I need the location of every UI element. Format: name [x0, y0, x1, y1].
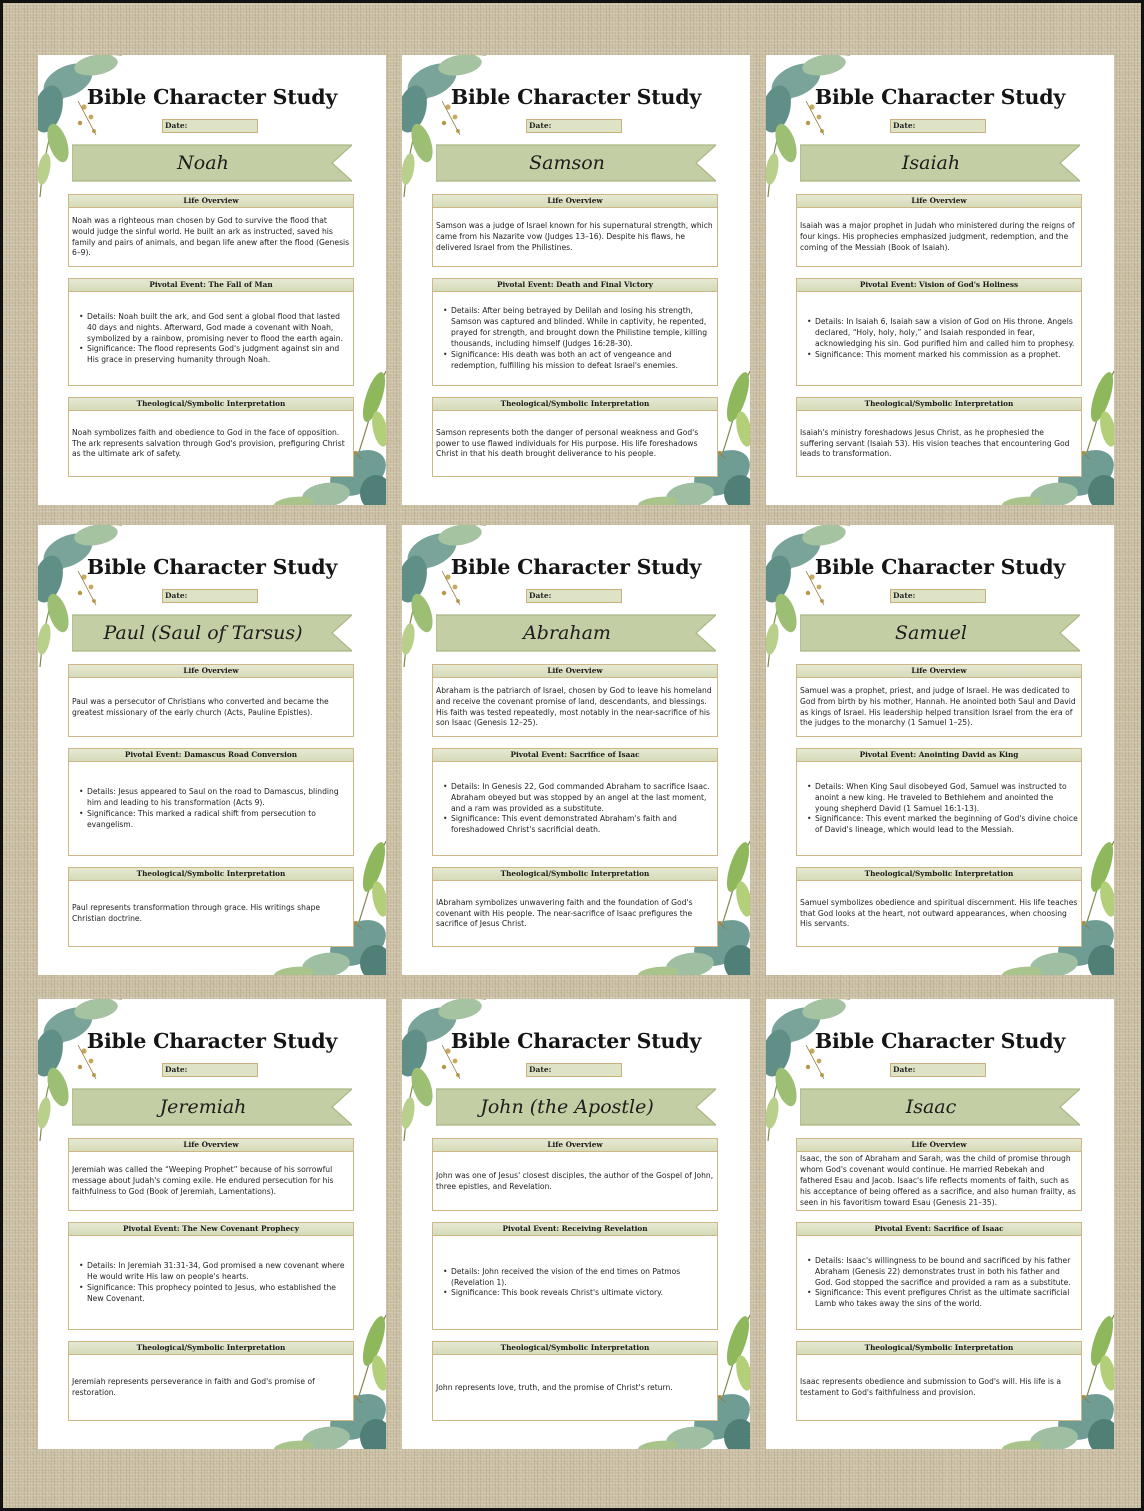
card-title: Bible Character Study: [450, 1029, 702, 1053]
pivotal-event-significance: • Significance: The flood represents God's judgment against sin and His grace in preserving humanity through Noah.: [79, 344, 350, 366]
interpretation-text: Paul represents transformation through grace. His writings shape Christian doctrine.: [72, 903, 321, 923]
pivotal-event-significance: • Significance: This event prefigures Christ as the ultimate sacrificial Lamb who takes away the sins of the world.: [807, 1288, 1078, 1310]
life-overview-text: Noah was a righteous man chosen by God to survive the flood that would judge the sinful world. He built an ark as instructed, saved his family and pairs of animals, and began life anew after the flood (Genesis 6–9).: [72, 215, 350, 258]
study-card: [766, 525, 1114, 975]
life-overview-text: Isaac, the son of Abraham and Sarah, was the child of promise through whom God's covenant would continue. He married Rebekah and fathered Esau and Jacob. Isaac's life reflects moments of faith, such as his acceptance of being offered as a sacrifice, and also human frailty, as seen in his favoritism toward Esau (Genesis 21–35).: [800, 1154, 1076, 1207]
interpretation-heading: Theological/Symbolic Interpretation: [797, 868, 1081, 881]
character-name: Samuel: [895, 622, 967, 644]
pivotal-event-details: • Details: Jesus appeared to Saul on the road to Damascus, blinding him and leading to his transformation (Acts 9).: [79, 787, 350, 809]
pivotal-event-significance: • Significance: This moment marked his commission as a prophet.: [807, 350, 1078, 361]
pivotal-event-details: • Details: After being betrayed by Delilah and losing his strength, Samson was captured and blinded. While in captivity, he repented, prayed for strength, and brought down the Philistine temple, killing thousands, including himself (Judges 16:28-30).: [443, 306, 714, 350]
pivotal-event-section: [432, 278, 718, 386]
pivotal-event-section: [68, 748, 354, 856]
life-overview-heading: Life Overview: [433, 1139, 717, 1152]
pivotal-event-section: [796, 748, 1082, 856]
interpretation-section: [68, 397, 354, 477]
life-overview-text: Jeremiah was called the “Weeping Prophet” because of his sorrowful message about Judah's coming exile. He endured persecution for his faithfulness to God (Book of Jeremiah, Lamentations).: [72, 1165, 334, 1196]
pivotal-event-significance: • Significance: This book reveals Christ's ultimate victory.: [443, 1288, 714, 1299]
card-title: Bible Character Study: [86, 555, 338, 579]
pivotal-event-heading: Pivotal Event: Receiving Revelation: [433, 1223, 717, 1236]
card-title: Bible Character Study: [814, 555, 1066, 579]
pivotal-event-details: • Details: Isaac's willingness to be bound and sacrificed by his father Abraham (Genesis 22) demonstrates trust in both his father and God. God stopped the sacrifice and provided a ram as a substitute.: [807, 1256, 1078, 1289]
life-overview-heading: Life Overview: [69, 665, 353, 678]
interpretation-heading: Theological/Symbolic Interpretation: [69, 1342, 353, 1355]
life-overview-section: [796, 1138, 1082, 1211]
card-title: Bible Character Study: [86, 1029, 338, 1053]
pivotal-event-heading: Pivotal Event: Damascus Road Conversion: [69, 749, 353, 762]
life-overview-text: Samson was a judge of Israel known for his supernatural strength, which came from his Nazarite vow (Judges 13–16). Despite his flaws, he delivered Israel from the Philistines.: [436, 221, 713, 252]
interpretation-text: Samuel symbolizes obedience and spiritual discernment. His life teaches that God looks at the heart, not outward appearances, when choosing His servants.: [800, 897, 1078, 929]
study-card: [766, 55, 1114, 505]
interpretation-heading: Theological/Symbolic Interpretation: [433, 868, 717, 881]
life-overview-section: [432, 194, 718, 267]
pivotal-event-section: [68, 1222, 354, 1330]
pivotal-event-details: • Details: Noah built the ark, and God sent a global flood that lasted 40 days and nights. Afterward, God made a covenant with Noah, symbolized by a rainbow, promising never to flood the earth again.: [79, 312, 350, 345]
study-card: [402, 525, 750, 975]
life-overview-heading: Life Overview: [797, 195, 1081, 208]
pivotal-event-details: • Details: In Genesis 22, God commanded Abraham to sacrifice Isaac. Abraham obeyed but was stopped by an angel at the last moment, and a ram was provided as a substitute.: [443, 782, 714, 815]
life-overview-section: [68, 194, 354, 267]
interpretation-section: [796, 397, 1082, 477]
interpretation-text: Samson represents both the danger of personal weakness and God's power to use flawed individuals for His purpose. His life foreshadows Christ in that his death brought deliverance to his people.: [436, 427, 699, 459]
study-card: [38, 525, 386, 975]
character-name: Paul (Saul of Tarsus): [103, 622, 303, 644]
life-overview-section: [432, 664, 718, 737]
date-field[interactable]: Date:: [526, 1063, 622, 1077]
interpretation-section: [432, 397, 718, 477]
interpretation-text: Jeremiah represents perseverance in faith and God's promise of restoration.: [72, 1377, 315, 1397]
life-overview-text: Isaiah was a major prophet in Judah who ministered during the reigns of four kings. His prophecies emphasized judgment, redemption, and the coming of the Messiah (Book of Isaiah).: [800, 221, 1075, 252]
pivotal-event-details: • Details: In Jeremiah 31:31-34, God promised a new covenant where He would write His law on people's hearts.: [79, 1261, 350, 1283]
pivotal-event-details: • Details: In Isaiah 6, Isaiah saw a vision of God on His throne. Angels declared, “Holy, holy, holy,” and Isaiah responded in fear, acknowledging his sin. God purified him and called him to prophesy.: [807, 317, 1078, 350]
interpretation-text: IAbraham symbolizes unwavering faith and the foundation of God's covenant with His people. The near-sacrifice of Isaac prefigures the sacrifice of Jesus Christ.: [436, 897, 693, 929]
interpretation-text: Isaiah's ministry foreshadows Jesus Christ, as he prophesied the suffering servant (Isaiah 53). His vision teaches that encountering God leads to transformation.: [800, 427, 1070, 459]
pivotal-event-heading: Pivotal Event: Sacrifice of Isaac: [797, 1223, 1081, 1236]
life-overview-section: [796, 194, 1082, 267]
interpretation-section: [432, 867, 718, 947]
date-field[interactable]: Date:: [890, 119, 986, 133]
pivotal-event-section: [432, 1222, 718, 1330]
pivotal-event-significance: • Significance: His death was both an act of vengeance and redemption, fulfilling his mission to defeat Israel's enemies.: [443, 350, 714, 372]
study-card: [402, 999, 750, 1449]
date-field[interactable]: Date:: [162, 119, 258, 133]
interpretation-heading: Theological/Symbolic Interpretation: [69, 868, 353, 881]
character-name: Jeremiah: [159, 1096, 247, 1118]
life-overview-heading: Life Overview: [797, 665, 1081, 678]
life-overview-heading: Life Overview: [797, 1139, 1081, 1152]
pivotal-event-heading: Pivotal Event: The New Covenant Prophecy: [69, 1223, 353, 1236]
pivotal-event-section: [432, 748, 718, 856]
pivotal-event-heading: Pivotal Event: Death and Final Victory: [433, 279, 717, 292]
pivotal-event-details: • Details: John received the vision of the end times on Patmos (Revelation 1).: [443, 1267, 714, 1289]
interpretation-heading: Theological/Symbolic Interpretation: [433, 1342, 717, 1355]
pivotal-event-section: [68, 278, 354, 386]
study-card: [402, 55, 750, 505]
life-overview-text: Samuel was a prophet, priest, and judge of Israel. He was dedicated to God from birth by his mother, Hannah. He anointed both Saul and David as kings of Israel. His leadership helped transition Israel from the era of the judges to the monarchy (1 Samuel 1–25).: [800, 685, 1076, 728]
interpretation-heading: Theological/Symbolic Interpretation: [69, 398, 353, 411]
life-overview-section: [796, 664, 1082, 737]
date-field[interactable]: Date:: [890, 1063, 986, 1077]
pivotal-event-significance: • Significance: This event marked the beginning of God's divine choice of David's lineage, which would lead to the Messiah.: [807, 814, 1078, 836]
interpretation-heading: Theological/Symbolic Interpretation: [797, 398, 1081, 411]
date-field[interactable]: Date:: [526, 589, 622, 603]
character-name: Isaiah: [901, 152, 961, 174]
interpretation-text: John represents love, truth, and the promise of Christ's return.: [436, 1382, 673, 1392]
card-title: Bible Character Study: [450, 85, 702, 109]
interpretation-text: Noah symbolizes faith and obedience to God in the face of opposition. The ark represents salvation through God's provision, prefiguring Christ as the ultimate ark of safety.: [72, 427, 345, 459]
character-name: Samson: [529, 152, 605, 174]
life-overview-text: Paul was a persecutor of Christians who converted and became the greatest missionary of the early church (Acts, Pauline Epistles).: [72, 696, 329, 717]
interpretation-text: Isaac represents obedience and submission to God's will. His life is a testament to God's faithfulness and provision.: [800, 1377, 1061, 1397]
date-field[interactable]: Date:: [526, 119, 622, 133]
card-title: Bible Character Study: [86, 85, 338, 109]
pivotal-event-heading: Pivotal Event: The Fall of Man: [69, 279, 353, 292]
card-title: Bible Character Study: [450, 555, 702, 579]
pivotal-event-significance: • Significance: This marked a radical shift from persecution to evangelism.: [79, 809, 350, 831]
life-overview-text: Abraham is the patriarch of Israel, chosen by God to leave his homeland and receive the covenant promise of land, descendants, and blessings. His faith was tested repeatedly, most notably in the near-sacrifice of his son Isaac (Genesis 12–25).: [436, 685, 712, 728]
interpretation-heading: Theological/Symbolic Interpretation: [433, 398, 717, 411]
interpretation-section: [432, 1341, 718, 1421]
worksheet-grid: [3, 3, 1144, 1511]
pivotal-event-section: [796, 1222, 1082, 1330]
date-field[interactable]: Date:: [890, 589, 986, 603]
interpretation-heading: Theological/Symbolic Interpretation: [797, 1342, 1081, 1355]
interpretation-section: [796, 867, 1082, 947]
character-name: Abraham: [523, 622, 611, 644]
date-field[interactable]: Date:: [162, 589, 258, 603]
study-card: [766, 999, 1114, 1449]
interpretation-section: [796, 1341, 1082, 1421]
life-overview-heading: Life Overview: [69, 1139, 353, 1152]
pivotal-event-heading: Pivotal Event: Anointing David as King: [797, 749, 1081, 762]
card-title: Bible Character Study: [814, 1029, 1066, 1053]
pivotal-event-details: • Details: When King Saul disobeyed God, Samuel was instructed to anoint a new king. He traveled to Bethlehem and anointed the young shepherd David (1 Samuel 16:1-13).: [807, 782, 1078, 815]
pivotal-event-significance: • Significance: This event demonstrated Abraham's faith and foreshadowed Christ's sacrificial death.: [443, 814, 714, 836]
character-name: Isaac: [905, 1096, 957, 1118]
interpretation-section: [68, 1341, 354, 1421]
life-overview-section: [68, 664, 354, 737]
study-card: [38, 999, 386, 1449]
date-field[interactable]: Date:: [162, 1063, 258, 1077]
pivotal-event-heading: Pivotal Event: Vision of God's Holiness: [797, 279, 1081, 292]
life-overview-text: John was one of Jesus' closest disciples, the author of the Gospel of John, three epistles, and Revelation.: [436, 1170, 714, 1191]
interpretation-section: [68, 867, 354, 947]
life-overview-section: [432, 1138, 718, 1211]
pivotal-event-section: [796, 278, 1082, 386]
life-overview-heading: Life Overview: [69, 195, 353, 208]
study-card: [38, 55, 386, 505]
character-name: Noah: [177, 152, 229, 174]
card-title: Bible Character Study: [814, 85, 1066, 109]
pivotal-event-heading: Pivotal Event: Sacrifice of Isaac: [433, 749, 717, 762]
pivotal-event-significance: • Significance: This prophecy pointed to Jesus, who established the New Covenant.: [79, 1283, 350, 1305]
life-overview-heading: Life Overview: [433, 665, 717, 678]
life-overview-heading: Life Overview: [433, 195, 717, 208]
life-overview-section: [68, 1138, 354, 1211]
character-name: John (the Apostle): [480, 1096, 654, 1118]
